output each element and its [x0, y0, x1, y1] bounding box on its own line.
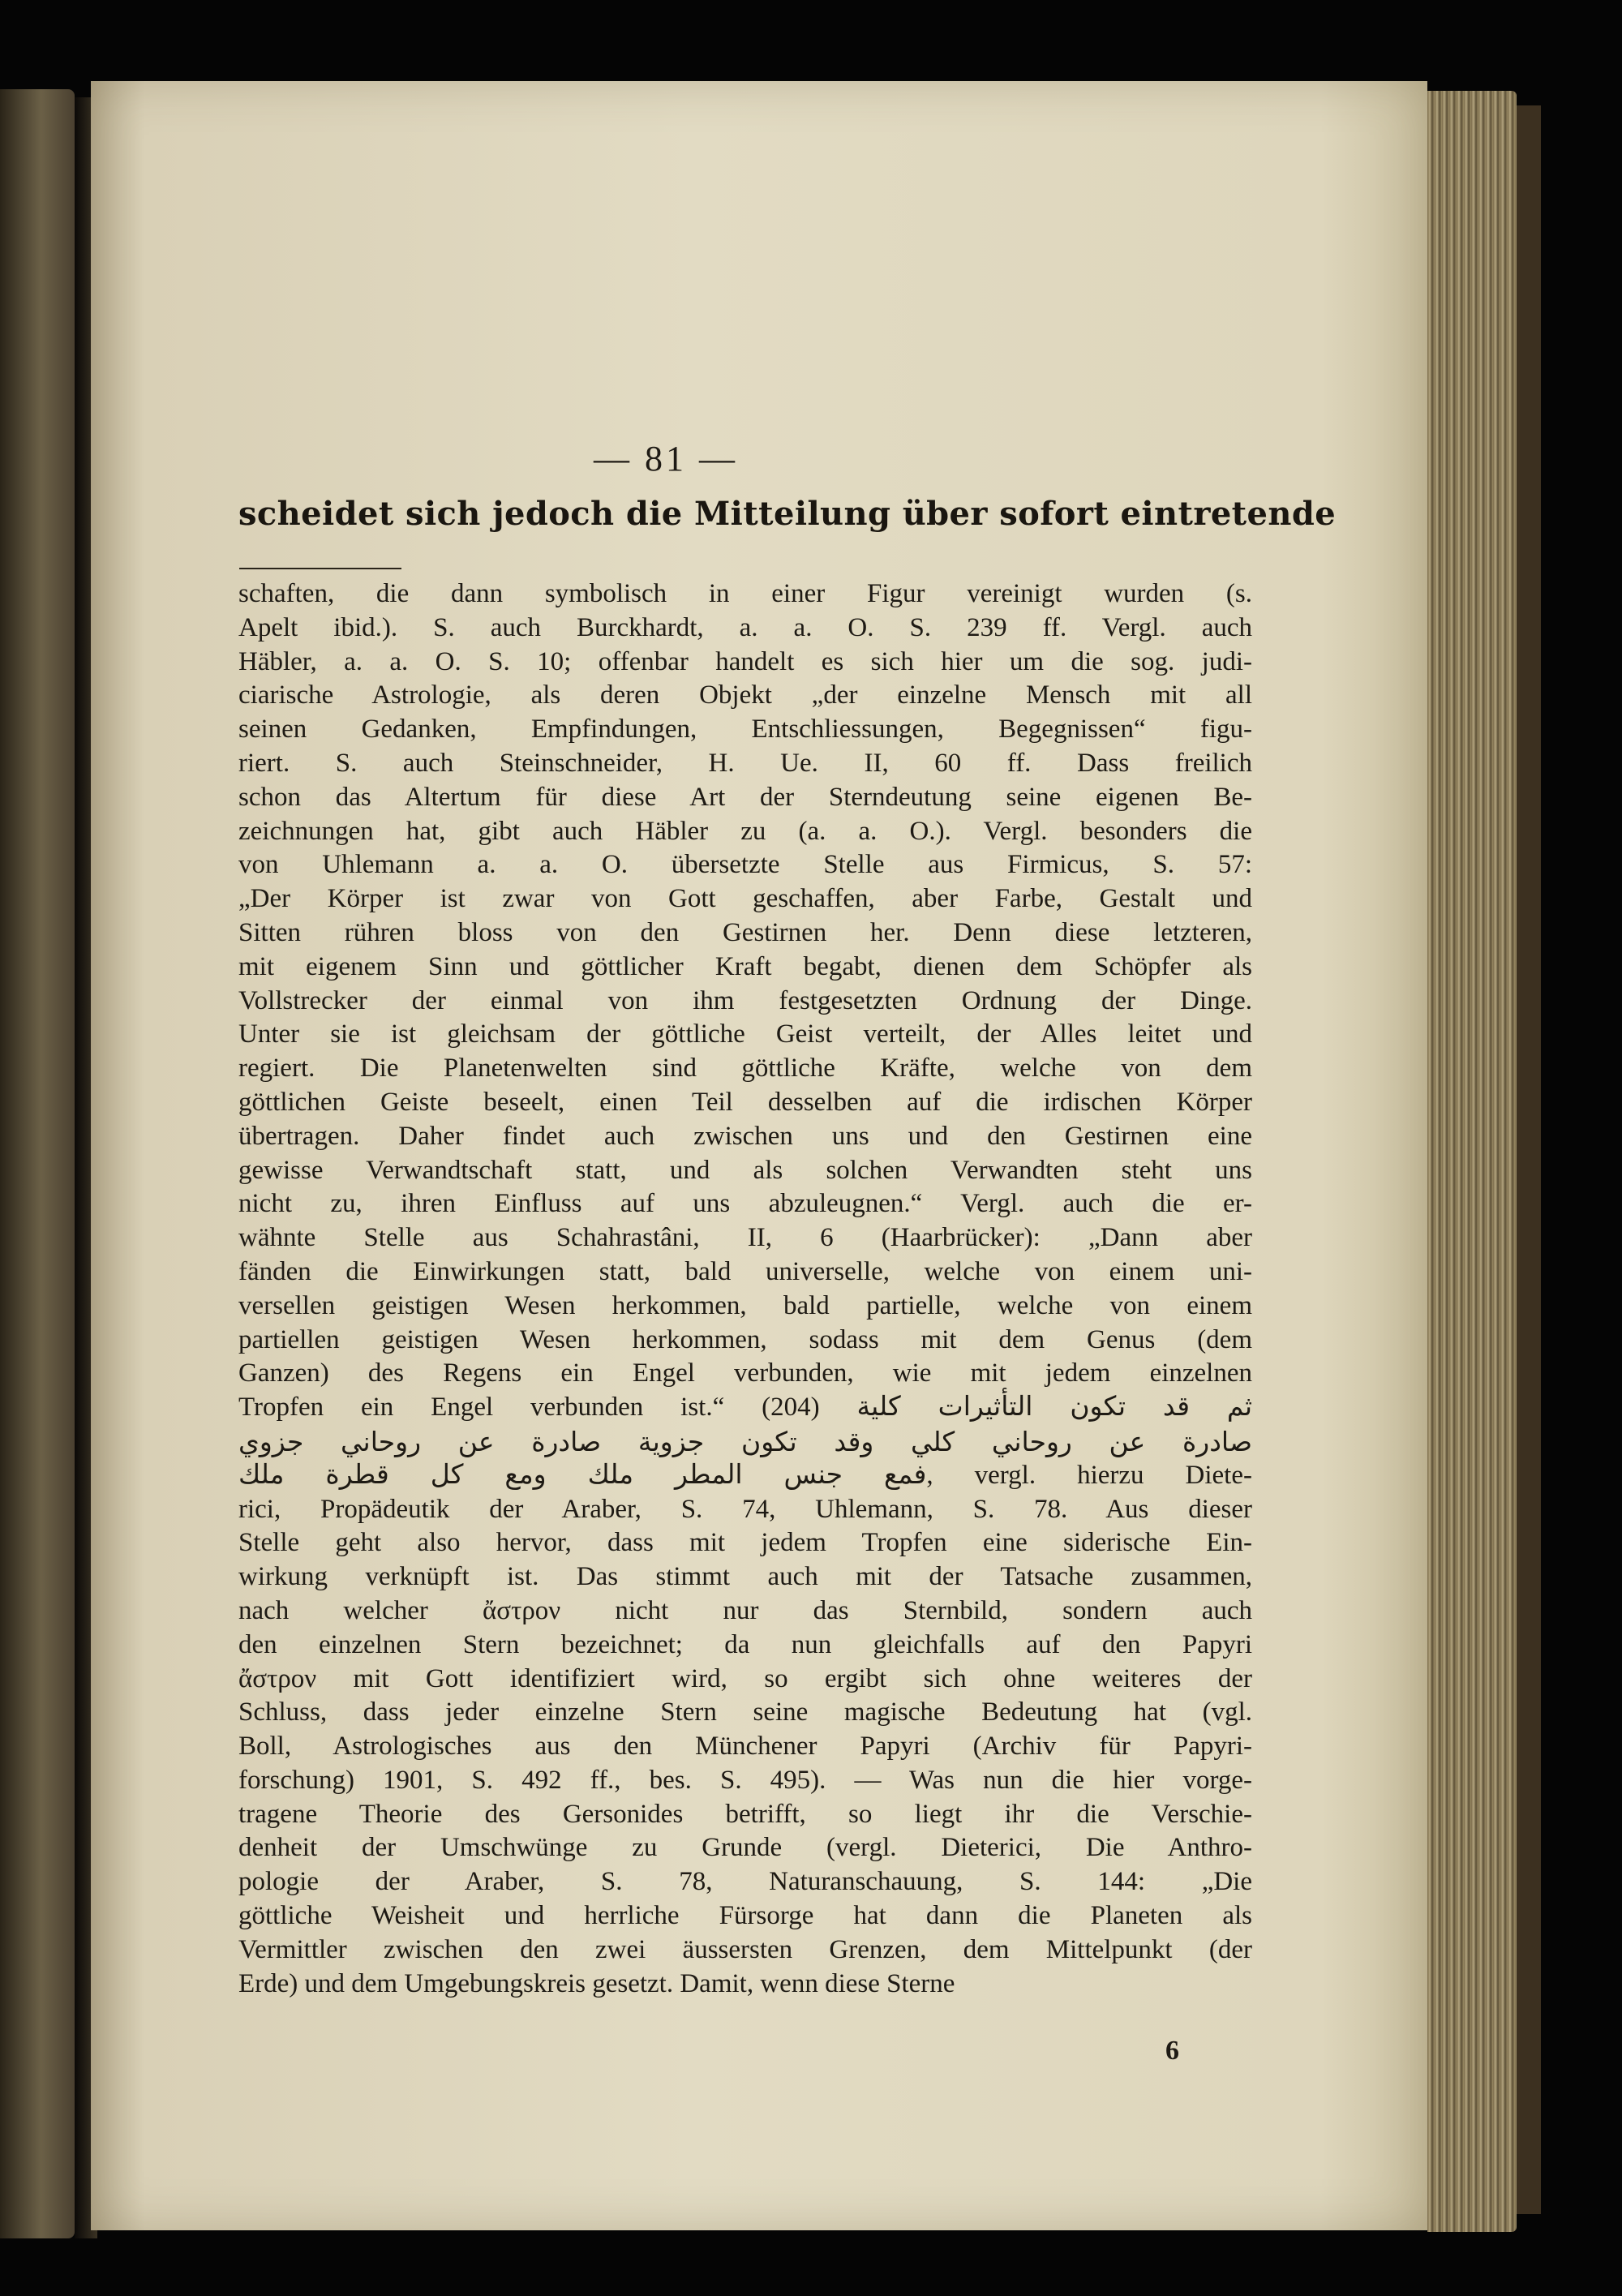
footnote-line: forschung) 1901, S. 492 ff., bes. S. 495). — Was nun die hier vorge-	[238, 1765, 1252, 1795]
footnote-line: rici, Propädeutik der Araber, S. 74, Uhlemann, S. 78. Aus dieser	[238, 1494, 1252, 1524]
footnote-line-arabic: فمع جنس المطر ملك ومع كل قطرة ملك, vergl. hierzu Diete-	[238, 1460, 1252, 1490]
footnote-body	[238, 577, 1252, 2001]
page-number: — 81 —	[594, 439, 738, 479]
left-page-edge	[0, 89, 75, 2238]
footnote-line-arabic: Tropfen ein Engel verbunden ist.“ ثم قد تكون التأثيرات كلية (204)	[238, 1393, 1252, 1423]
footnote-line: zeichnungen hat, gibt auch Häbler zu (a. a. O.). Vergl. besonders die	[238, 816, 1252, 846]
footnote-rule	[239, 568, 401, 569]
signature-mark: 6	[1165, 2036, 1179, 2066]
footnote-line: göttlichen Geiste beseelt, einen Teil desselben auf die irdischen Körper	[238, 1087, 1252, 1117]
footnote-line: seinen Gedanken, Empfindungen, Entschliessungen, Begegnissen“ figu-	[238, 715, 1252, 745]
footnote-line: gewisse Verwandtschaft statt, und als solchen Verwandten steht uns	[238, 1155, 1252, 1185]
footnote-line: übertragen. Daher findet auch zwischen uns und den Gestirnen eine	[238, 1121, 1252, 1151]
footnote-line: schaften, die dann symbolisch in einer Figur vereinigt wurden (s.	[238, 579, 1252, 608]
footnote-line: Ganzen) des Regens ein Engel verbunden, wie mit jedem einzelnen	[238, 1358, 1252, 1388]
footnote-line: nach welcher ἄστρον nicht nur das Sternbild, sondern auch	[238, 1595, 1252, 1625]
footnote-line: riert. S. auch Steinschneider, H. Ue. II, 60 ff. Dass freilich	[238, 748, 1252, 778]
footnote-line: Erde) und dem Umgebungskreis gesetzt. Damit, wenn diese Sterne	[238, 1968, 955, 1998]
footnote-line: Vermittler zwischen den zwei äussersten Grenzen, dem Mittelpunkt (der	[238, 1934, 1252, 1964]
footnote-line: tragene Theorie des Gersonides betrifft, so liegt ihr die Verschie-	[238, 1799, 1252, 1829]
running-text-line: scheidet sich jedoch die Mitteilung über sofort eintretende	[238, 495, 1337, 533]
footnote-line: mit eigenem Sinn und göttlicher Kraft begabt, dienen dem Schöpfer als	[238, 951, 1252, 981]
footnote-line: Sitten rühren bloss von den Gestirnen her. Denn diese letzteren,	[238, 917, 1252, 947]
footnote-line: Vollstrecker der einmal von ihm festgesetzten Ordnung der Dinge.	[238, 985, 1252, 1015]
footnote-line: wähnte Stelle aus Schahrastâni, II, 6 (Haarbrücker): „Dann aber	[238, 1223, 1252, 1253]
footnote-line: partiellen geistigen Wesen herkommen, sodass mit dem Genus (dem	[238, 1324, 1252, 1354]
footnote-line: den einzelnen Stern bezeichnet; da nun gleichfalls auf den Papyri	[238, 1629, 1252, 1659]
footnote-line: wirkung verknüpft ist. Das stimmt auch mit der Tatsache zusammen,	[238, 1562, 1252, 1592]
footnote-line: ἄστρον mit Gott identifiziert wird, so ergibt sich ohne weiteres der	[238, 1663, 1252, 1693]
footnote-line: Häbler, a. a. O. S. 10; offenbar handelt es sich hier um die sog. judi-	[238, 646, 1252, 676]
footnote-line: fänden die Einwirkungen statt, bald universelle, welche von einem uni-	[238, 1256, 1252, 1286]
book-page	[91, 81, 1427, 2230]
footnote-line: ciarische Astrologie, als deren Objekt „der einzelne Mensch mit all	[238, 680, 1252, 710]
right-page-edges	[1427, 91, 1517, 2232]
footnote-line: von Uhlemann a. a. O. übersetzte Stelle aus Firmicus, S. 57:	[238, 850, 1252, 880]
footnote-line: Stelle geht also hervor, dass mit jedem Tropfen eine siderische Ein-	[238, 1528, 1252, 1558]
footnote-line: „Der Körper ist zwar von Gott geschaffen, aber Farbe, Gestalt und	[238, 884, 1252, 914]
footnote-line: göttliche Weisheit und herrliche Fürsorge hat dann die Planeten als	[238, 1901, 1252, 1931]
cover-edge	[1517, 105, 1541, 2214]
footnote-line: regiert. Die Planetenwelten sind göttliche Kräfte, welche von dem	[238, 1054, 1252, 1084]
footnote-line: nicht zu, ihren Einfluss auf uns abzuleugnen.“ Vergl. auch die er-	[238, 1189, 1252, 1219]
footnote-line: Boll, Astrologisches aus den Münchener Papyri (Archiv für Papyri-	[238, 1732, 1252, 1762]
footnote-line-arabic: صادرة عن روحاني كلي وقد تكون جزوية صادرة عن روحاني جزوي	[238, 1425, 1252, 1457]
footnote-line: Schluss, dass jeder einzelne Stern seine magische Bedeutung hat (vgl.	[238, 1697, 1252, 1727]
footnote-line: pologie der Araber, S. 78, Naturanschauung, S. 144: „Die	[238, 1867, 1252, 1897]
footnote-line: schon das Altertum für diese Art der Sterndeutung seine eigenen Be-	[238, 782, 1252, 812]
footnote-line: Apelt ibid.). S. auch Burckhardt, a. a. O. S. 239 ff. Vergl. auch	[238, 612, 1252, 642]
footnote-line: denheit der Umschwünge zu Grunde (vergl. Dieterici, Die Anthro-	[238, 1833, 1252, 1863]
footnote-line: Unter sie ist gleichsam der göttliche Geist verteilt, der Alles leitet und	[238, 1019, 1252, 1049]
footnote-line: versellen geistigen Wesen herkommen, bald partielle, welche von einem	[238, 1290, 1252, 1320]
